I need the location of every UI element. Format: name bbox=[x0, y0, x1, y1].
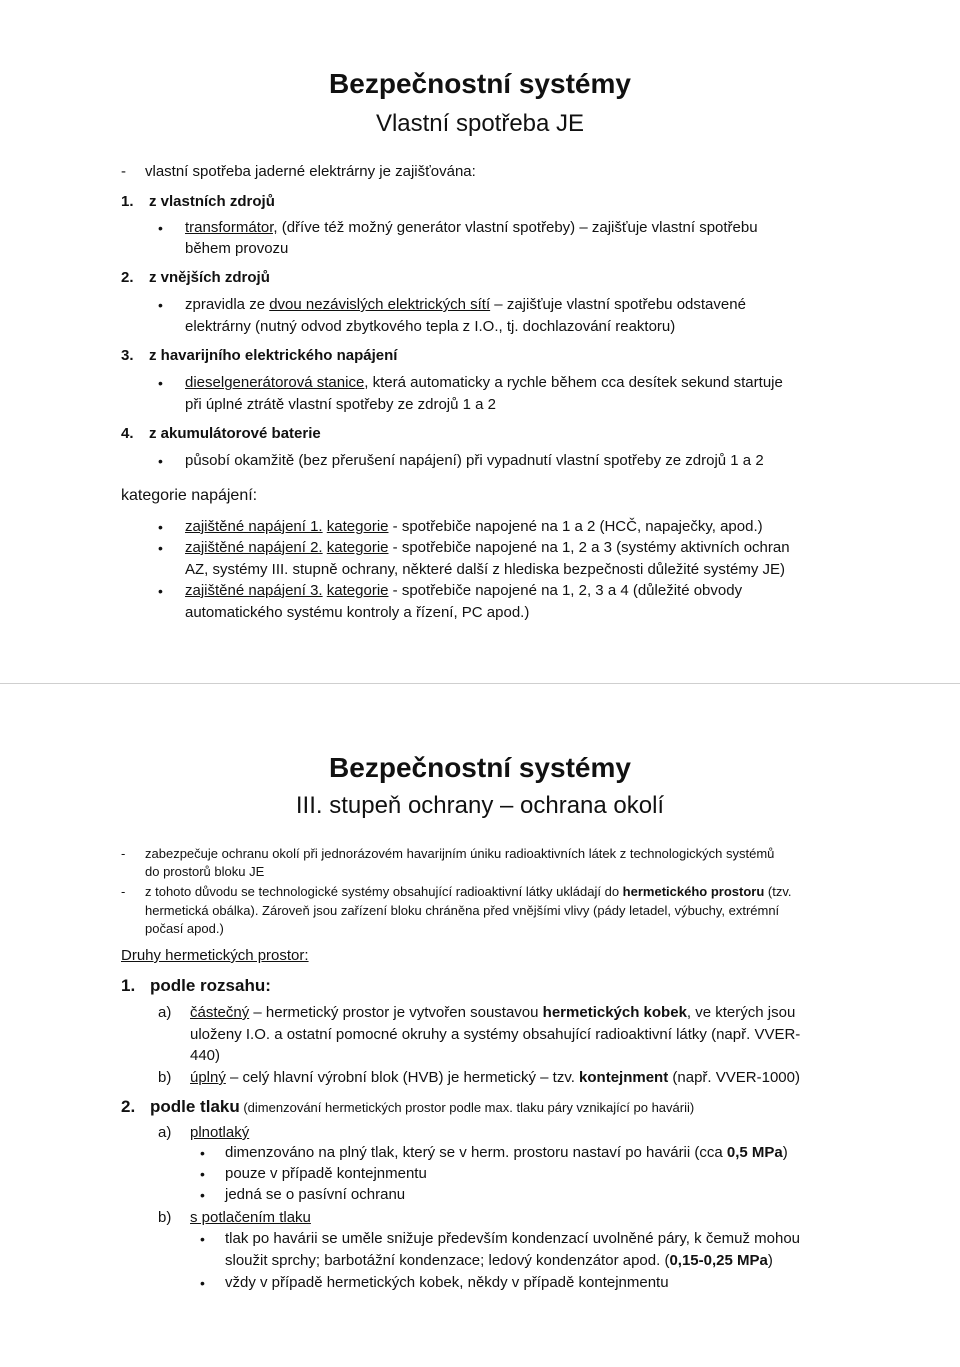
bullet-icon: • bbox=[158, 220, 163, 236]
item3-number: 3. bbox=[121, 347, 134, 364]
a1-line3: 440) bbox=[190, 1047, 221, 1064]
b1-line1: úplný – celý hlavní výrobní blok (HVB) je hermetický – tzv. kontejnment (např. VVER-1000) bbox=[190, 1069, 800, 1086]
item3-label: z havarijního elektrického napájení bbox=[149, 347, 398, 364]
b2-item1-line2: sloužit sprchy; barbotážní kondenzace; ledový kondenzátor apod. (0,15-0,25 MPa) bbox=[225, 1252, 773, 1269]
bullet-icon: • bbox=[200, 1166, 205, 1182]
slide-treti-stupen-ochrany bbox=[0, 684, 960, 1367]
item2-text-line2: elektrárny (nutný odvod zbytkového tepla z I.O., tj. dochlazování reaktoru) bbox=[185, 318, 676, 335]
bullet-icon: • bbox=[200, 1275, 205, 1291]
p1-line1: zabezpečuje ochranu okolí při jednorázovém havarijním úniku radioaktivních látek z technologických systémů bbox=[145, 846, 775, 861]
category-2-line2: AZ, systémy III. stupně ochrany, některé další z hlediska bezpečnosti důležité systémy JE) bbox=[185, 561, 785, 578]
bullet-icon: • bbox=[158, 540, 163, 556]
p2-line2: hermetická obálka). Zároveň jsou zařízení bloku chráněna před vnějšími vlivy (pády letadel, výbuchy, extrémní bbox=[145, 903, 780, 918]
bullet-icon: • bbox=[158, 519, 163, 535]
section2-number: 2. bbox=[121, 1097, 136, 1116]
b2-item2: vždy v případě hermetických kobek, někdy v případě kontejnmentu bbox=[225, 1274, 669, 1291]
a2-item2: pouze v případě kontejnmentu bbox=[225, 1165, 427, 1182]
item4-number: 4. bbox=[121, 425, 134, 442]
bullet-icon: • bbox=[200, 1231, 205, 1247]
item2-number: 2. bbox=[121, 269, 134, 286]
item4-label: z akumulátorové baterie bbox=[149, 425, 321, 442]
b2-letter: b) bbox=[158, 1209, 172, 1226]
b1-letter: b) bbox=[158, 1069, 172, 1086]
section2-heading: podle tlaku (dimenzování hermetických prostor podle max. tlaku páry vznikající po havárii) bbox=[150, 1097, 695, 1116]
a2-item3: jedná se o pasívní ochranu bbox=[225, 1186, 406, 1203]
section1-number: 1. bbox=[121, 976, 136, 995]
druhy-heading: Druhy hermetických prostor: bbox=[121, 947, 309, 964]
intro-text: vlastní spotřeba jaderné elektrárny je zajišťována: bbox=[145, 163, 476, 180]
a1-letter: a) bbox=[158, 1004, 172, 1021]
category-3: zajištěné napájení 3. kategorie - spotřebiče napojené na 1, 2, 3 a 4 (důležité obvody bbox=[185, 582, 743, 599]
bullet-icon: • bbox=[158, 453, 163, 469]
slide2-title: Bezpečnostní systémy bbox=[329, 752, 631, 783]
item4-text: působí okamžitě (bez přerušení napájení) při vypadnutí vlastní spotřeby ze zdrojů 1 a 2 bbox=[185, 452, 764, 469]
a2-item1: dimenzováno na plný tlak, který se v herm. prostoru nastaví po havárii (cca 0,5 MPa) bbox=[225, 1144, 788, 1161]
bullet-icon: • bbox=[158, 583, 163, 599]
bullet-icon: • bbox=[158, 375, 163, 391]
item2-text-line1: zpravidla ze dvou nezávislých elektrických sítí – zajišťuje vlastní spotřebu odstavené bbox=[185, 296, 746, 313]
a2-letter: a) bbox=[158, 1124, 172, 1141]
item3-text-line1: dieselgenerátorová stanice, která automaticky a rychle během cca desítek sekund startuje bbox=[185, 374, 783, 391]
bullet-icon: • bbox=[158, 297, 163, 313]
item1-text-line1: transformátor, (dříve též možný generátor vlastní spotřeby) – zajišťuje vlastní spotřebu bbox=[185, 219, 758, 236]
p1-dash: - bbox=[121, 846, 126, 861]
slide1-subtitle: Vlastní spotřeba JE bbox=[375, 110, 585, 137]
category-1: zajištěné napájení 1. kategorie - spotřebiče napojené na 1 a 2 (HCČ, napaječky, apod.) bbox=[185, 518, 763, 535]
slide1-title: Bezpečnostní systémy bbox=[329, 68, 631, 99]
p2-line3: počasí apod.) bbox=[145, 921, 224, 936]
a1-line2: uloženy I.O. a ostatní pomocné okruhy a systémy obsahující radioaktivní látky (např. VVER- bbox=[190, 1026, 801, 1043]
item2-label: z vnějších zdrojů bbox=[149, 269, 270, 286]
intro-dash: - bbox=[121, 163, 126, 180]
bullet-icon: • bbox=[200, 1187, 205, 1203]
item1-label: z vlastních zdrojů bbox=[149, 193, 275, 210]
a1-line1: částečný – hermetický prostor je vytvořen soustavou hermetických kobek, ve kterých jsou bbox=[190, 1004, 796, 1021]
slide2-subtitle: III. stupeň ochrany – ochrana okolí bbox=[295, 792, 665, 819]
b2-label: s potlačením tlaku bbox=[190, 1209, 311, 1226]
a2-label: plnotlaký bbox=[190, 1124, 250, 1141]
bullet-icon: • bbox=[200, 1145, 205, 1161]
slide-vlastni-spotreba bbox=[0, 0, 960, 683]
item3-text-line2: při úplné ztrátě vlastní spotřeby ze zdrojů 1 a 2 bbox=[185, 396, 497, 413]
b2-item1-line1: tlak po havárii se uměle snižuje především kondenzací uvolněné páry, k čemuž mohou bbox=[225, 1230, 801, 1247]
p2-line1: z tohoto důvodu se technologické systémy obsahující radioaktivní látky ukládají do hermetického prostoru (tzv. bbox=[145, 884, 792, 899]
item1-text-line2: během provozu bbox=[185, 240, 289, 257]
p2-dash: - bbox=[121, 884, 126, 899]
section1-label: podle rozsahu: bbox=[150, 976, 271, 995]
category-3-line2: automatického systému kontroly a řízení, PC apod.) bbox=[185, 604, 530, 621]
p1-line2: do prostorů bloku JE bbox=[145, 864, 265, 879]
item1-number: 1. bbox=[121, 193, 134, 210]
categories-heading: kategorie napájení: bbox=[121, 487, 258, 504]
category-2: zajištěné napájení 2. kategorie - spotřebiče napojené na 1, 2 a 3 (systémy aktivních ochran bbox=[185, 539, 790, 556]
